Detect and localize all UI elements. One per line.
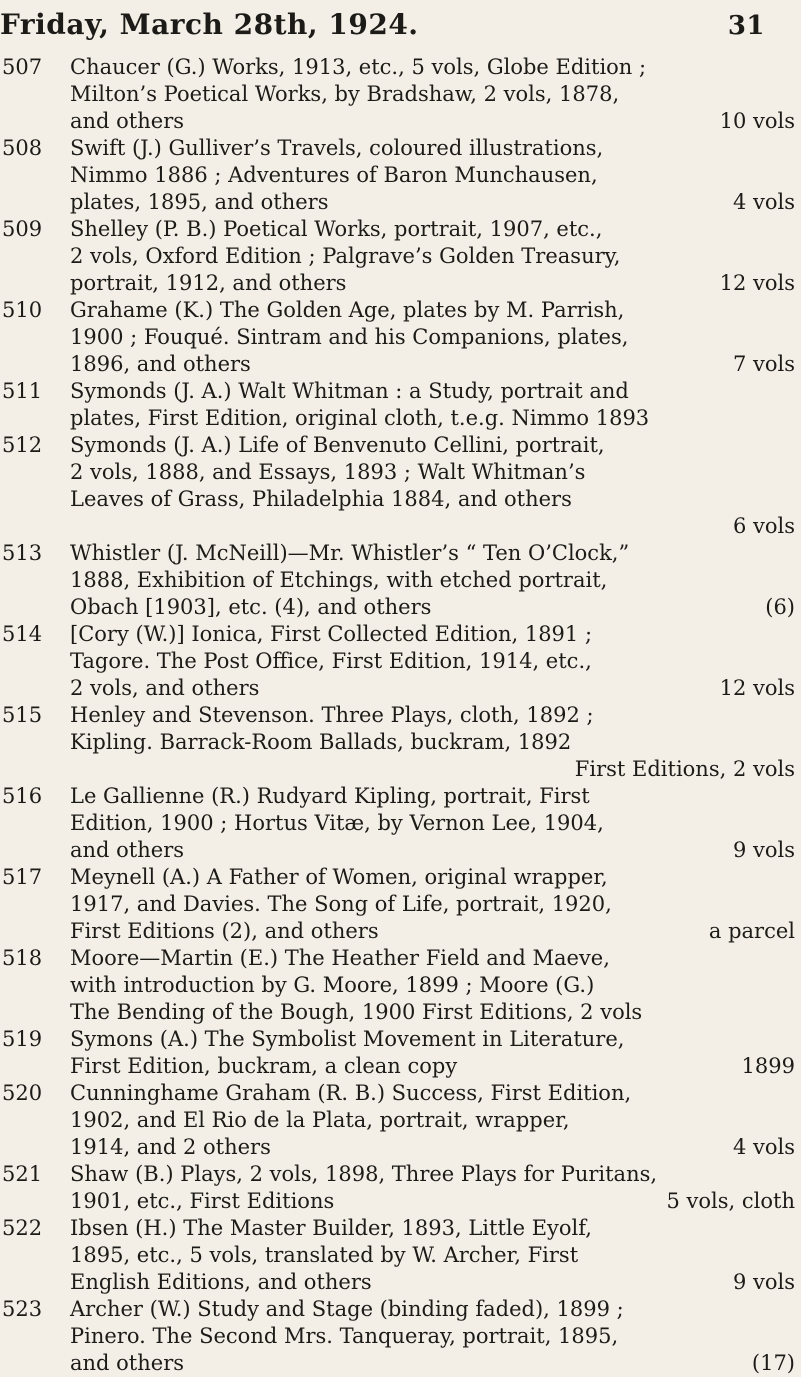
line-text: with introduction by G. Moore, 1899 ; Moore (G.): [70, 973, 595, 997]
line-text: 1895, etc., 5 vols, translated by W. Archer, First: [70, 1243, 579, 1267]
line-text: and others: [70, 838, 185, 862]
line-text: 1914, and 2 others: [70, 1135, 271, 1159]
description-line: [70, 621, 795, 648]
line-text: Kipling. Barrack-Room Ballads, buckram, 1892: [70, 730, 572, 754]
lot-entry: [0, 945, 795, 1026]
lot-quantity: 6 vols: [732, 514, 795, 538]
line-text: and others: [70, 1351, 185, 1375]
lot-list: [0, 54, 795, 1377]
lot-quantity: 10 vols: [719, 109, 795, 133]
lot-description: [70, 1080, 795, 1161]
line-text: Le Gallienne (R.) Rudyard Kipling, portrait, First: [70, 784, 590, 808]
page-header: [0, 8, 765, 41]
line-text: plates, 1895, and others: [70, 190, 329, 214]
line-text: Shelley (P. B.) Poetical Works, portrait, 1907, etc.,: [70, 217, 603, 241]
lot-quantity: 4 vols: [732, 190, 795, 214]
lot-quantity: (6): [765, 595, 795, 619]
description-line: [70, 891, 795, 918]
description-line: [70, 540, 795, 567]
description-line: [70, 108, 795, 135]
line-text: portrait, 1912, and others: [70, 271, 347, 295]
description-line: [70, 405, 795, 432]
description-line: [70, 864, 795, 891]
description-line: [70, 1026, 795, 1053]
lot-description: [70, 54, 795, 135]
line-text: 1902, and El Rio de la Plata, portrait, wrapper,: [70, 1108, 570, 1132]
lot-description: [70, 432, 795, 540]
line-text: [Cory (W.)] Ionica, First Collected Edition, 1891 ;: [70, 622, 593, 646]
description-line: [70, 270, 795, 297]
description-line: [70, 1242, 795, 1269]
description-line: [70, 162, 795, 189]
line-text: plates, First Edition, original cloth, t.e.g. Nimmo 1893: [70, 406, 650, 430]
line-text: Milton’s Poetical Works, by Bradshaw, 2 vols, 1878,: [70, 82, 620, 106]
lot-number: 523: [2, 1297, 43, 1321]
lot-description: [70, 1161, 795, 1215]
lot-entry: [0, 432, 795, 540]
line-text: 2 vols, 1888, and Essays, 1893 ; Walt Whitman’s: [70, 460, 586, 484]
description-line: [70, 54, 795, 81]
lot-description: [70, 378, 795, 432]
description-line: [70, 918, 795, 945]
lot-description: [70, 1026, 795, 1080]
lot-quantity: 9 vols: [732, 1270, 795, 1294]
lot-number: 514: [2, 622, 43, 646]
description-line: [70, 351, 795, 378]
description-line: [70, 594, 795, 621]
lot-number: 507: [2, 55, 43, 79]
line-text: Nimmo 1886 ; Adventures of Baron Munchausen,: [70, 163, 598, 187]
lot-quantity: 1899: [741, 1054, 795, 1078]
description-line: [70, 783, 795, 810]
lot-entry: [0, 54, 795, 135]
description-line: [70, 1107, 795, 1134]
lot-number: 511: [2, 379, 43, 403]
lot-entry: [0, 1026, 795, 1080]
line-text: English Editions, and others: [70, 1270, 372, 1294]
line-text: Grahame (K.) The Golden Age, plates by M. Parrish,: [70, 298, 625, 322]
line-text: Archer (W.) Study and Stage (binding faded), 1899 ;: [70, 1297, 624, 1321]
line-text: 1896, and others: [70, 352, 251, 376]
line-text: Chaucer (G.) Works, 1913, etc., 5 vols, Globe Edition ;: [70, 55, 647, 79]
lot-quantity: First Editions, 2 vols: [574, 757, 795, 781]
lot-description: [70, 621, 795, 702]
description-line: [70, 1215, 795, 1242]
lot-number: 517: [2, 865, 43, 889]
line-text: Henley and Stevenson. Three Plays, cloth, 1892 ;: [70, 703, 594, 727]
lot-number: 515: [2, 703, 43, 727]
lot-description: [70, 945, 795, 1026]
line-text: 1888, Exhibition of Etchings, with etched portrait,: [70, 568, 608, 592]
description-line: [70, 378, 795, 405]
lot-entry: [0, 1080, 795, 1161]
description-line: [70, 243, 795, 270]
line-text: The Bending of the Bough, 1900 First Editions, 2 vols: [70, 1000, 643, 1024]
lot-entry: [0, 702, 795, 783]
lot-entry: [0, 1215, 795, 1296]
description-line: [70, 648, 795, 675]
page-number: 31: [727, 11, 765, 41]
description-line: [70, 459, 795, 486]
lot-quantity: 12 vols: [719, 676, 795, 700]
description-line: [70, 486, 795, 513]
description-line: [70, 1188, 795, 1215]
line-text: Meynell (A.) A Father of Women, original wrapper,: [70, 865, 608, 889]
lot-entry: [0, 783, 795, 864]
description-line: [70, 567, 795, 594]
line-text: Cunninghame Graham (R. B.) Success, First Edition,: [70, 1081, 632, 1105]
description-line: [70, 297, 795, 324]
line-text: Moore—Martin (E.) The Heather Field and Maeve,: [70, 946, 610, 970]
description-line: [70, 324, 795, 351]
description-line: [70, 837, 795, 864]
lot-description: [70, 135, 795, 216]
description-line: [70, 1134, 795, 1161]
lot-number: 510: [2, 298, 43, 322]
description-line: [70, 216, 795, 243]
lot-description: [70, 1296, 795, 1377]
lot-quantity: 12 vols: [719, 271, 795, 295]
lot-number: 522: [2, 1216, 43, 1240]
description-line: [70, 1350, 795, 1377]
line-text: 1901, etc., First Editions: [70, 1189, 335, 1213]
description-line: [70, 1161, 795, 1188]
description-line: [70, 513, 795, 540]
line-text: Ibsen (H.) The Master Builder, 1893, Little Eyolf,: [70, 1216, 592, 1240]
description-line: [70, 81, 795, 108]
lot-number: 512: [2, 433, 43, 457]
lot-number: 508: [2, 136, 43, 160]
sale-date: Friday, March 28th, 1924.: [0, 8, 419, 41]
lot-description: [70, 540, 795, 621]
line-text: Obach [1903], etc. (4), and others: [70, 595, 432, 619]
line-text: 1917, and Davies. The Song of Life, portrait, 1920,: [70, 892, 612, 916]
lot-entry: [0, 297, 795, 378]
lot-description: [70, 216, 795, 297]
line-text: 2 vols, Oxford Edition ; Palgrave’s Golden Treasury,: [70, 244, 621, 268]
lot-number: 520: [2, 1081, 43, 1105]
description-line: [70, 1080, 795, 1107]
lot-entry: [0, 216, 795, 297]
lot-number: 513: [2, 541, 43, 565]
lot-entry: [0, 1296, 795, 1377]
line-text: Tagore. The Post Office, First Edition, 1914, etc.,: [70, 649, 592, 673]
line-text: 2 vols, and others: [70, 676, 260, 700]
description-line: [70, 756, 795, 783]
lot-number: 519: [2, 1027, 43, 1051]
lot-number: 509: [2, 217, 43, 241]
line-text: First Edition, buckram, a clean copy: [70, 1054, 458, 1078]
description-line: [70, 729, 795, 756]
line-text: and others: [70, 109, 185, 133]
line-text: Whistler (J. McNeill)—Mr. Whistler’s “ Ten O’Clock,”: [70, 541, 630, 565]
line-text: Symonds (J. A.) Life of Benvenuto Cellini, portrait,: [70, 433, 605, 457]
lot-quantity: a parcel: [708, 919, 795, 943]
lot-description: [70, 1215, 795, 1296]
lot-description: [70, 297, 795, 378]
lot-description: [70, 702, 795, 783]
lot-quantity: 4 vols: [732, 1135, 795, 1159]
description-line: [70, 1053, 795, 1080]
description-line: [70, 810, 795, 837]
line-text: Symons (A.) The Symbolist Movement in Literature,: [70, 1027, 625, 1051]
description-line: [70, 135, 795, 162]
description-line: [70, 1296, 795, 1323]
description-line: [70, 189, 795, 216]
lot-description: [70, 783, 795, 864]
description-line: [70, 1269, 795, 1296]
line-text: Leaves of Grass, Philadelphia 1884, and others: [70, 487, 572, 511]
description-line: [70, 702, 795, 729]
lot-number: 518: [2, 946, 43, 970]
line-text: Edition, 1900 ; Hortus Vitæ, by Vernon Lee, 1904,: [70, 811, 604, 835]
line-text: First Editions (2), and others: [70, 919, 379, 943]
description-line: [70, 675, 795, 702]
lot-entry: [0, 540, 795, 621]
description-line: [70, 999, 795, 1026]
description-line: [70, 945, 795, 972]
lot-entry: [0, 864, 795, 945]
description-line: [70, 1323, 795, 1350]
lot-quantity: 5 vols, cloth: [666, 1189, 795, 1213]
lot-quantity: 7 vols: [732, 352, 795, 376]
line-text: 1900 ; Fouqué. Sintram and his Companions, plates,: [70, 325, 629, 349]
line-text: Shaw (B.) Plays, 2 vols, 1898, Three Plays for Puritans,: [70, 1162, 658, 1186]
description-line: [70, 432, 795, 459]
description-line: [70, 972, 795, 999]
lot-entry: [0, 135, 795, 216]
lot-entry: [0, 378, 795, 432]
lot-number: 521: [2, 1162, 43, 1186]
lot-number: 516: [2, 784, 43, 808]
line-text: Symonds (J. A.) Walt Whitman : a Study, portrait and: [70, 379, 629, 403]
lot-entry: [0, 621, 795, 702]
line-text: Pinero. The Second Mrs. Tanqueray, portrait, 1895,: [70, 1324, 619, 1348]
line-text: Swift (J.) Gulliver’s Travels, coloured illustrations,: [70, 136, 604, 160]
lot-quantity: (17): [751, 1351, 795, 1375]
lot-quantity: 9 vols: [732, 838, 795, 862]
lot-description: [70, 864, 795, 945]
lot-entry: [0, 1161, 795, 1215]
